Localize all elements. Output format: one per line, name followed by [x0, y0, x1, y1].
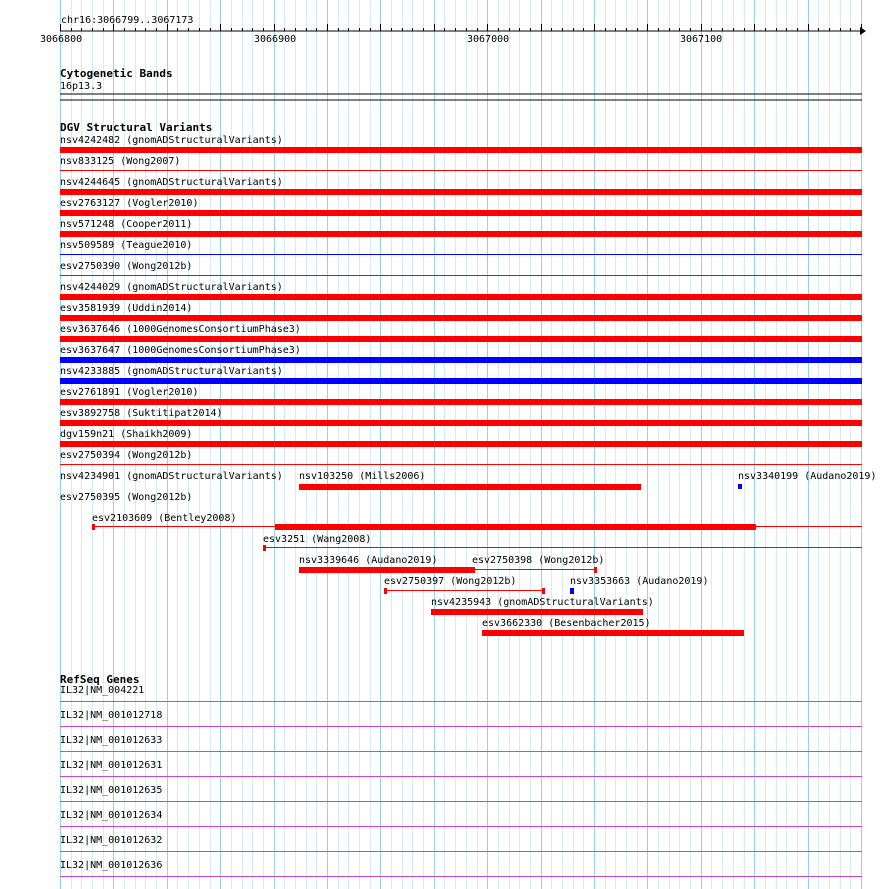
variant-feature[interactable]: [60, 231, 862, 237]
variant-label[interactable]: esv3892758 (Suktitipat2014): [60, 408, 223, 419]
locus-label: chr16:3066799..3067173: [61, 15, 194, 26]
variant-label[interactable]: esv2750395 (Wong2012b): [60, 492, 193, 503]
tick-label: 3066800: [40, 34, 83, 45]
variant-label[interactable]: nsv571248 (Cooper2011): [60, 219, 193, 230]
variant-connector: [387, 590, 542, 591]
variant-feature[interactable]: [60, 189, 862, 195]
variant-label[interactable]: nsv3353663 (Audano2019): [570, 576, 709, 587]
gene-model[interactable]: [60, 726, 862, 727]
variant-feature[interactable]: [60, 420, 862, 426]
variant-feature[interactable]: [92, 524, 95, 530]
variant-feature[interactable]: [299, 484, 641, 490]
gene-model[interactable]: [60, 876, 862, 877]
variant-feature[interactable]: [60, 464, 862, 465]
variant-label[interactable]: nsv509589 (Teague2010): [60, 240, 193, 251]
variant-label[interactable]: nsv3340199 (Audano2019): [738, 471, 877, 482]
variant-label[interactable]: esv3662330 (Besenbacher2015): [482, 618, 651, 629]
variant-feature[interactable]: [60, 441, 862, 447]
variant-feature[interactable]: [60, 315, 862, 321]
variant-label[interactable]: esv2750397 (Wong2012b): [384, 576, 517, 587]
variant-feature[interactable]: [594, 567, 597, 573]
variant-label[interactable]: esv2750394 (Wong2012b): [60, 450, 193, 461]
variant-feature[interactable]: [60, 357, 862, 363]
variant-feature[interactable]: [542, 588, 545, 594]
variant-label[interactable]: esv2761891 (Vogler2010): [60, 387, 199, 398]
variant-feature[interactable]: [60, 254, 862, 255]
variant-feature[interactable]: [472, 567, 475, 573]
gene-model[interactable]: [60, 751, 862, 752]
variant-label[interactable]: esv3581939 (Uddin2014): [60, 303, 193, 314]
variant-feature[interactable]: [482, 630, 744, 636]
gene-label[interactable]: IL32|NM_001012635: [60, 785, 163, 796]
variant-label[interactable]: nsv103250 (Mills2006): [299, 471, 426, 482]
variant-feature[interactable]: [60, 378, 862, 384]
variant-feature[interactable]: [384, 588, 387, 594]
gene-label[interactable]: IL32|NM_004221: [60, 685, 145, 696]
variant-feature[interactable]: [60, 399, 862, 405]
variant-label[interactable]: nsv4244645 (gnomADStructuralVariants): [60, 177, 283, 188]
gene-label[interactable]: IL32|NM_001012633: [60, 735, 163, 746]
variant-feature[interactable]: [299, 567, 474, 573]
variant-label[interactable]: esv2103609 (Bentley2008): [92, 513, 237, 524]
variant-label[interactable]: nsv4235943 (gnomADStructuralVariants): [431, 597, 654, 608]
variant-feature[interactable]: [60, 210, 862, 216]
variant-feature[interactable]: [60, 275, 862, 276]
variant-label[interactable]: nsv4233885 (gnomADStructuralVariants): [60, 366, 283, 377]
variant-feature[interactable]: [60, 294, 862, 300]
variant-label[interactable]: esv3637647 (1000GenomesConsortiumPhase3): [60, 345, 301, 356]
variant-connector: [266, 547, 862, 548]
variant-feature[interactable]: [60, 147, 862, 153]
variant-label[interactable]: esv3251 (Wang2008): [263, 534, 372, 545]
variant-label[interactable]: nsv833125 (Wong2007): [60, 156, 181, 167]
variant-feature[interactable]: [60, 170, 862, 171]
variant-connector: [475, 569, 594, 570]
variant-label[interactable]: esv2750390 (Wong2012b): [60, 261, 193, 272]
variant-label[interactable]: nsv4242482 (gnomADStructuralVariants): [60, 135, 283, 146]
variant-feature[interactable]: [431, 609, 643, 615]
variant-label[interactable]: dgv159n21 (Shaikh2009): [60, 429, 193, 440]
gene-model[interactable]: [60, 801, 862, 802]
gene-model[interactable]: [60, 701, 862, 702]
variant-feature[interactable]: [738, 484, 742, 489]
cyto-band-label[interactable]: 16p13.3: [60, 81, 103, 92]
tick-label: 3067100: [680, 34, 723, 45]
gene-model[interactable]: [60, 776, 862, 777]
gene-label[interactable]: IL32|NM_001012634: [60, 810, 163, 821]
variant-feature[interactable]: [570, 588, 574, 594]
variant-feature[interactable]: [263, 545, 266, 551]
gene-label[interactable]: IL32|NM_001012632: [60, 835, 163, 846]
gene-label[interactable]: IL32|NM_001012718: [60, 710, 163, 721]
dgv-track-title[interactable]: DGV Structural Variants: [60, 121, 213, 134]
cyto-track-title[interactable]: Cytogenetic Bands: [60, 67, 173, 80]
refseq-track-title[interactable]: RefSeq Genes: [60, 673, 140, 686]
variant-label[interactable]: esv3637646 (1000GenomesConsortiumPhase3): [60, 324, 301, 335]
variant-feature[interactable]: [60, 336, 862, 342]
variant-label[interactable]: esv2750398 (Wong2012b): [472, 555, 605, 566]
variant-label[interactable]: nsv4234901 (gnomADStructuralVariants): [60, 471, 283, 482]
tick-label: 3067000: [467, 34, 510, 45]
tick-label: 3066900: [254, 34, 297, 45]
variant-feature[interactable]: [275, 524, 756, 530]
gene-label[interactable]: IL32|NM_001012631: [60, 760, 163, 771]
variant-label[interactable]: nsv4244029 (gnomADStructuralVariants): [60, 282, 283, 293]
variant-label[interactable]: nsv3339646 (Audano2019): [299, 555, 438, 566]
gene-model[interactable]: [60, 826, 862, 827]
ruler-arrow-icon: [860, 27, 866, 35]
gene-label[interactable]: IL32|NM_001012636: [60, 860, 163, 871]
gene-model[interactable]: [60, 851, 862, 852]
variant-label[interactable]: esv2763127 (Vogler2010): [60, 198, 199, 209]
